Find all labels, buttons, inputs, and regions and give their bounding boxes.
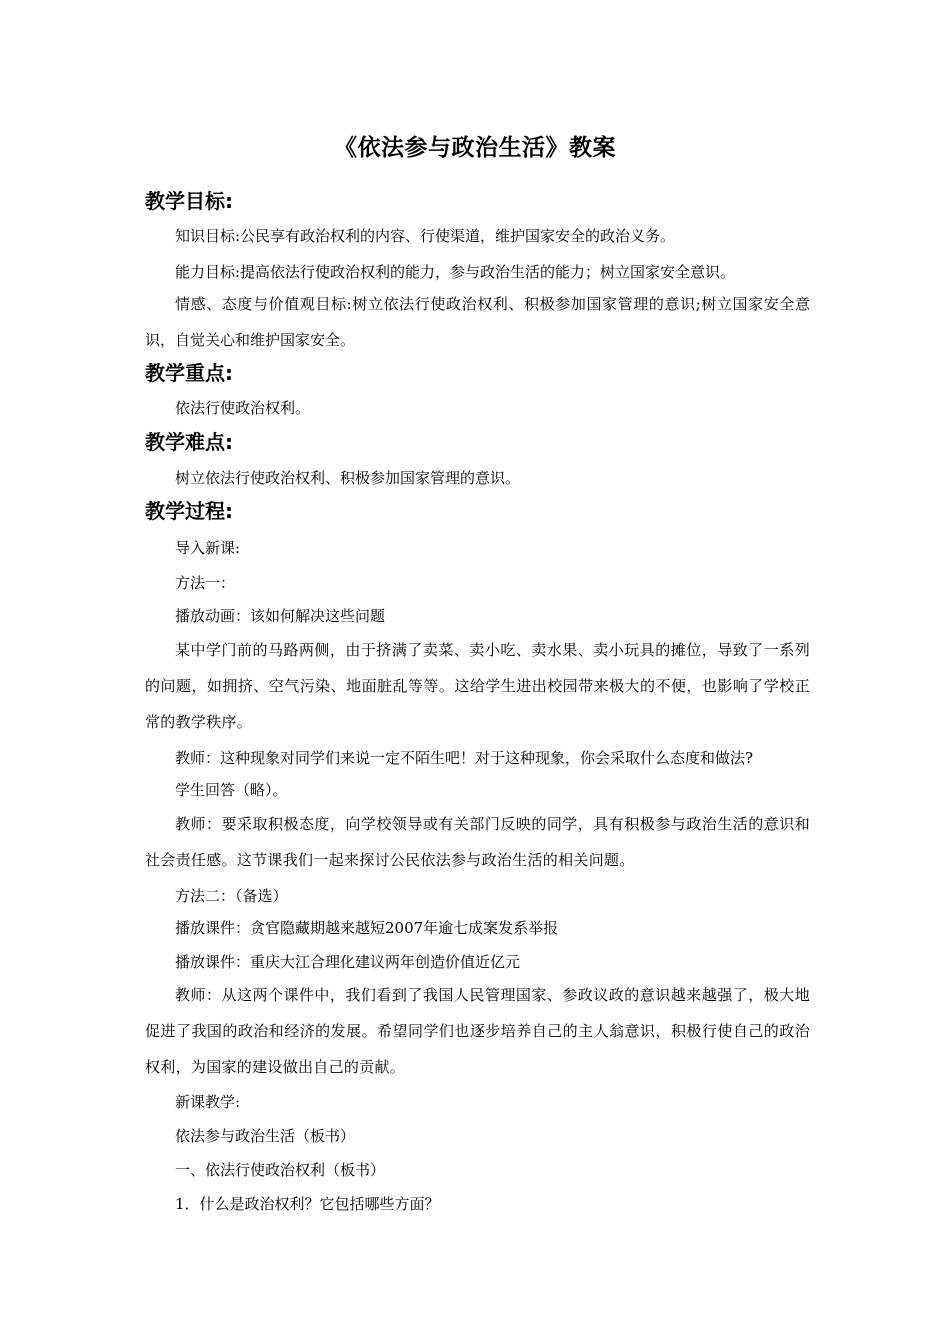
objectives-heading: 教学目标: <box>145 189 233 213</box>
ability-objective: 能力目标:提高依法行使政治权利的能力，参与政治生活的能力；树立国家安全意识。 <box>175 263 736 281</box>
student-answer: 学生回答（略）。 <box>175 781 288 799</box>
teacher-answer: 教师：要采取积极态度，向学校领导或有关部门反映的同学，具有积极参与政治生活的意识和社会责任感。这节课我们一起来探讨公民依法参与政治生活的相关问题。 <box>145 815 810 869</box>
teacher-commentary: 教师：从这两个课件中，我们看到了我国人民管理国家、参政议政的意识越来越强了，极大地促进了我国的政治和经济的发展。希望同学们也逐步培养自己的主人翁意识，积极行使自己的政治权利，为国家的建设做出自己的贡献。 <box>145 986 810 1076</box>
difficulty-heading: 教学难点: <box>145 430 233 454</box>
key-point-text: 依法行使政治权利。 <box>175 399 311 417</box>
board-title-two: 一、依法行使政治权利（板书） <box>175 1161 386 1179</box>
knowledge-objective: 知识目标:公民享有政治权利的内容、行使渠道，维护国家安全的政治义务。 <box>175 227 676 245</box>
animation-line: 播放动画：该如何解决这些问题 <box>175 607 386 625</box>
difficulty-text: 树立依法行使政治权利、积极参加国家管理的意识。 <box>175 469 521 487</box>
story-paragraph: 某中学门前的马路两侧，由于挤满了卖菜、卖小吃、卖水果、卖小玩具的摊位，导致了一系列的问题，如拥挤、空气污染、地面脏乱等等。这给学生进出校园带来极大的不便，也影响了学校正常的教学秩序。 <box>145 641 810 731</box>
board-title-one: 依法参与政治生活（板书） <box>175 1127 356 1145</box>
intro-label: 导入新课: <box>175 539 241 557</box>
emotion-objective: 情感、态度与价值观目标:树立依法行使政治权利、积极参加国家管理的意识;树立国家安全意识，自觉关心和维护国家安全。 <box>145 295 810 349</box>
method-two-label: 方法二：（备选） <box>175 887 288 905</box>
process-heading: 教学过程: <box>145 499 233 523</box>
document-title: 《依法参与政治生活》教案 <box>334 135 616 161</box>
courseware-two: 播放课件：重庆大江合理化建议两年创造价值近亿元 <box>175 953 521 971</box>
new-lesson-label: 新课教学: <box>175 1093 241 1111</box>
key-point-heading: 教学重点: <box>145 361 233 385</box>
teacher-question: 教师：这种现象对同学们来说一定不陌生吧！对于这种现象，你会采取什么态度和做法? <box>175 749 754 767</box>
question-one: 1．什么是政治权利？它包括哪些方面？ <box>175 1195 440 1213</box>
courseware-one: 播放课件：贪官隐藏期越来越短2007年逾七成案发系举报 <box>175 919 559 937</box>
method-one-label: 方法一： <box>175 574 236 592</box>
